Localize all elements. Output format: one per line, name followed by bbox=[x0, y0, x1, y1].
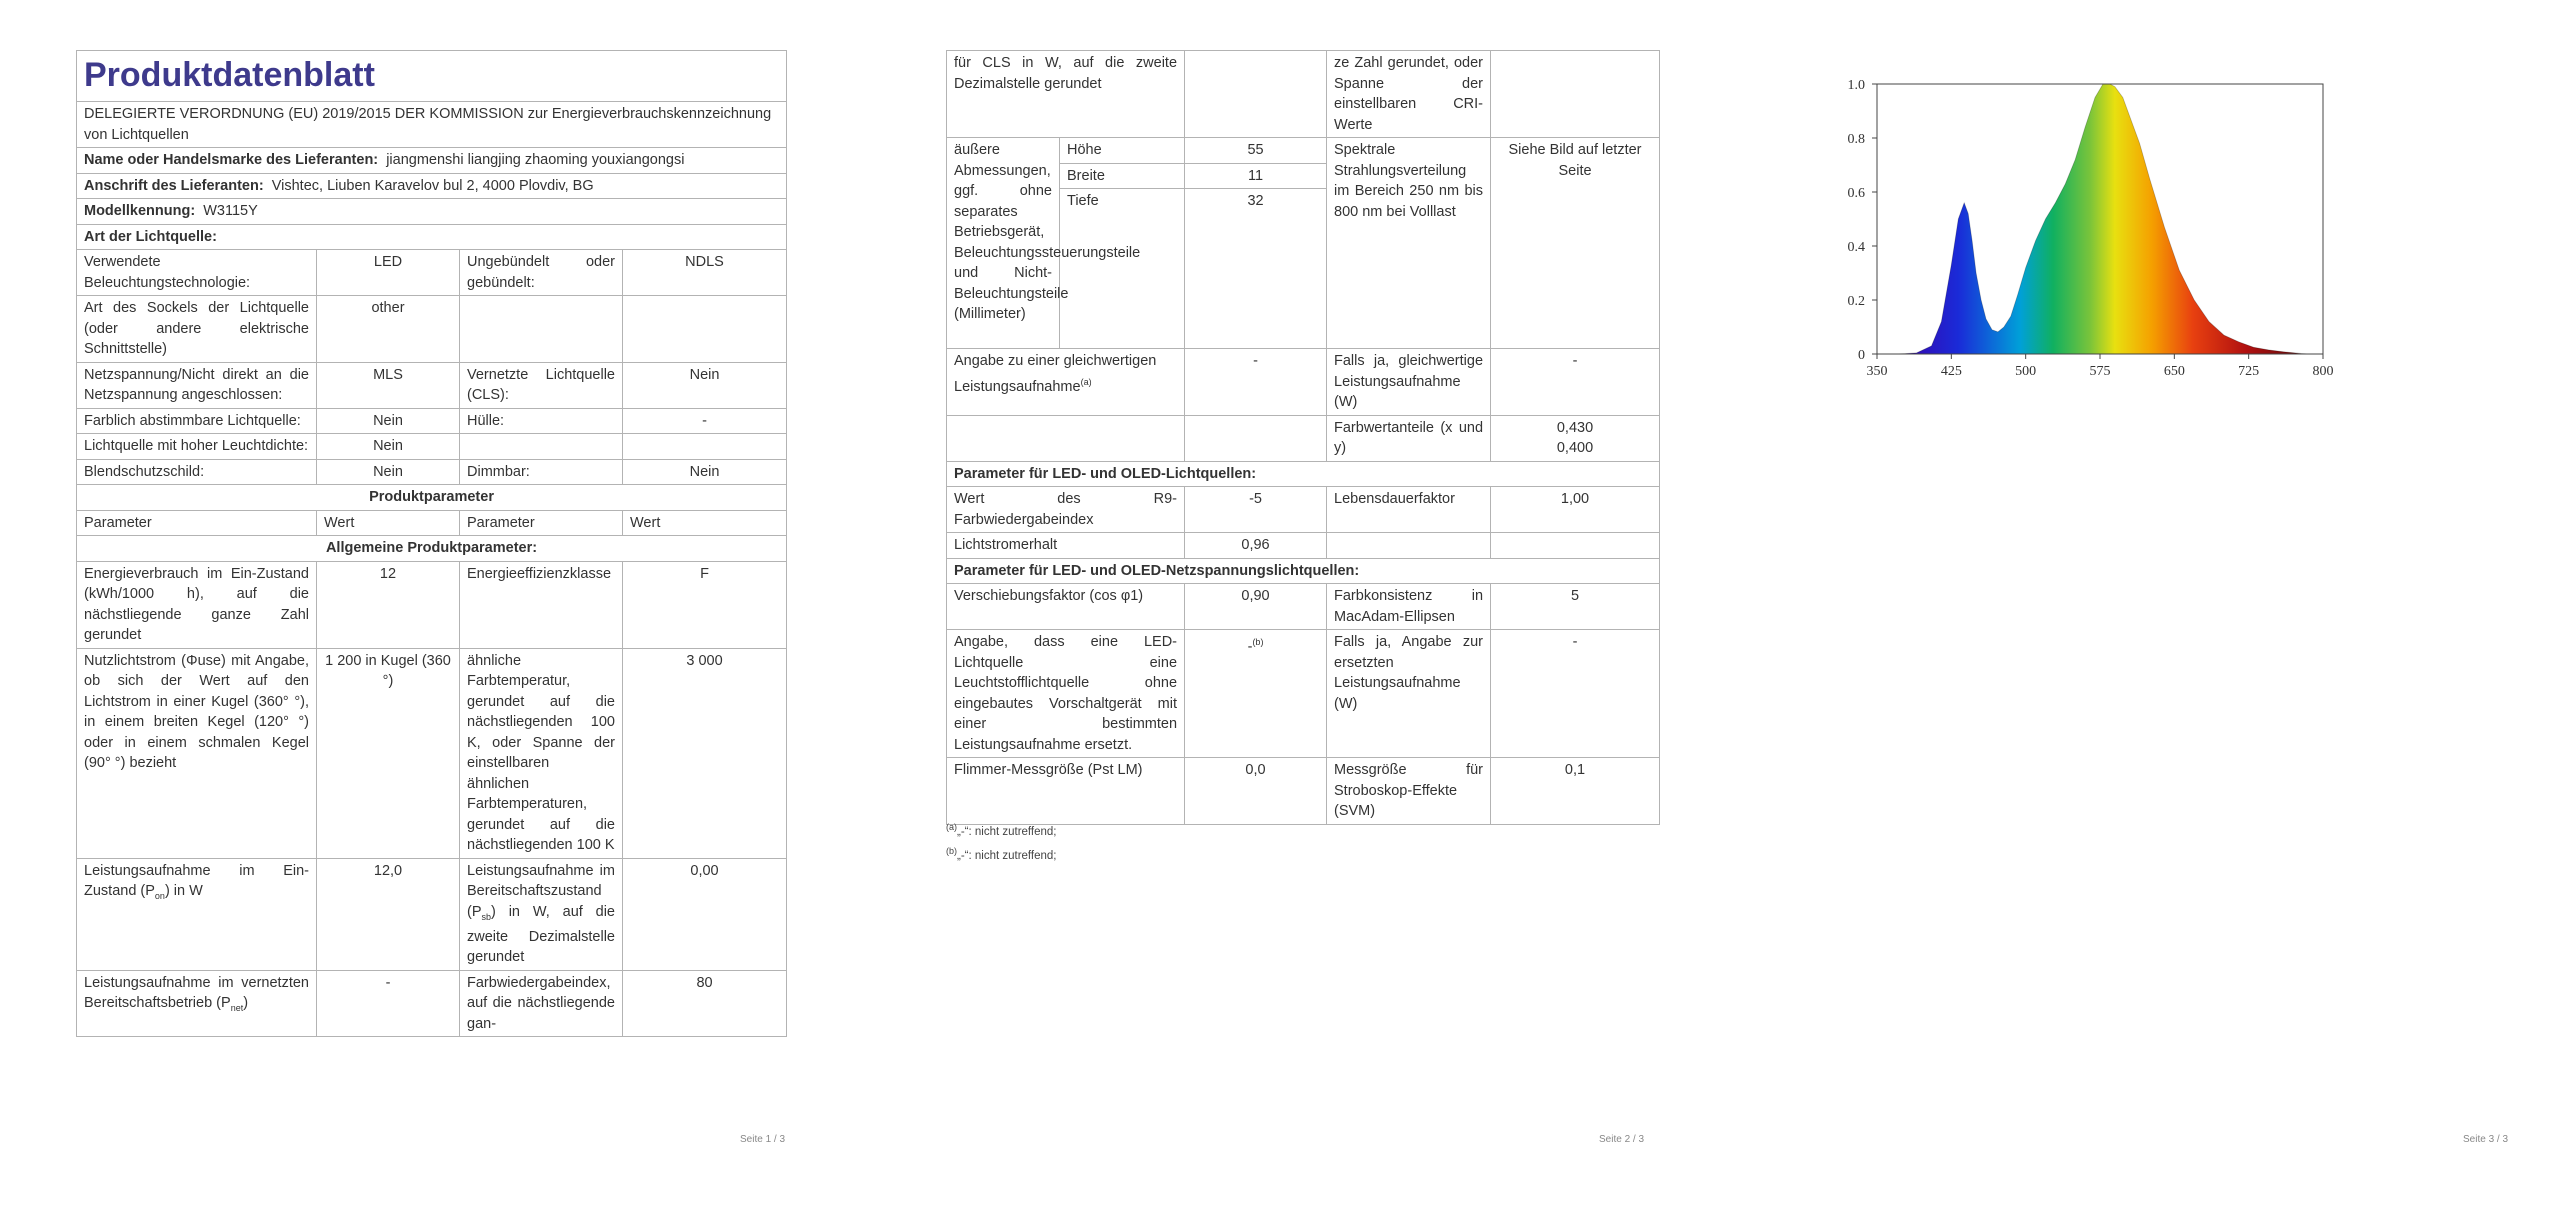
col-header-param: Parameter bbox=[77, 510, 317, 536]
equivalent-power-w-label: Falls ja, gleichwertige Leistungsaufnahme (W) bbox=[1327, 349, 1491, 416]
cri-label-continued: ze Zahl gerundet, oder Spanne der einstellbaren CRI-Werte bbox=[1327, 51, 1491, 138]
dimmable-value: Nein bbox=[623, 459, 787, 485]
tunable-label: Farblich abstimmbare Lichtquelle: bbox=[77, 408, 317, 434]
glare-value: Nein bbox=[317, 459, 460, 485]
y-tick-label: 0.8 bbox=[1847, 132, 1865, 147]
y-tick-label: 0.4 bbox=[1847, 240, 1865, 255]
spd-value: Siehe Bild auf letzter Seite bbox=[1491, 138, 1660, 349]
x-tick-label: 650 bbox=[2163, 364, 2185, 379]
survival-label: Lebensdauerfaktor bbox=[1327, 487, 1491, 533]
pnet-label-continued: für CLS in W, auf die zweite Dezimalstelle gerundet bbox=[947, 51, 1185, 138]
footnote-b: $^{(b)}$„-“: nicht zutreffend; bbox=[946, 846, 1057, 862]
general-params-heading: Allgemeine Produktparameter: bbox=[77, 536, 787, 562]
high-luminance-value: Nein bbox=[317, 434, 460, 460]
depth-label: Tiefe bbox=[1060, 189, 1185, 349]
cct-label: ähnliche Farbtemperatur, gerundet auf die nächstliegenden 100 K, oder Spanne der einstellbaren ähnlichen Farbtemperaturen, gerundet auf die nächstliegenden 100 K bbox=[460, 648, 623, 858]
y-tick-label: 0 bbox=[1858, 348, 1865, 363]
replaced-power-label: Falls ja, Angabe zur ersetzten Leistungsaufnahme (W) bbox=[1327, 630, 1491, 758]
mains-params-heading: Parameter für LED- und OLED-Netzspannungslichtquellen: bbox=[947, 558, 1660, 584]
power-factor-value: 0,90 bbox=[1185, 584, 1327, 630]
supplier-address: Vishtec, Liuben Karavelov bul 2, 4000 Plovdiv, BG bbox=[271, 177, 594, 194]
address-row: Anschrift des Lieferanten: Vishtec, Liuben Karavelov bul 2, 4000 Plovdiv, BG bbox=[77, 173, 787, 199]
equivalent-power-w-value: - bbox=[1491, 349, 1660, 416]
chromaticity-value: 0,430 0,400 bbox=[1491, 415, 1660, 461]
tunable-value: Nein bbox=[317, 408, 460, 434]
page-number-1: Seite 1 / 3 bbox=[740, 1134, 786, 1145]
survival-value: 1,00 bbox=[1491, 487, 1660, 533]
document-title: Produktdatenblatt bbox=[77, 51, 787, 102]
connected-label: Vernetzte Lichtquelle (CLS): bbox=[460, 362, 623, 408]
replacement-label: Angabe, dass eine LED-Lichtquelle eine Leuchtstofflichtquelle ohne eingebautes Vorschaltgerät mit einer bestimmten Leistungsaufnahme ersetzt. bbox=[947, 630, 1185, 758]
x-tick-label: 800 bbox=[2312, 364, 2334, 379]
cri-value: 80 bbox=[623, 970, 787, 1037]
page-number-3: Seite 3 / 3 bbox=[2463, 1134, 2509, 1145]
supplier-name: jiangmenshi liangjing zhaoming youxiangongsi bbox=[386, 152, 685, 168]
flicker-value: 0,0 bbox=[1185, 758, 1327, 825]
energy-label: Energieverbrauch im Ein-Zustand (kWh/1000 h), auf die nächstliegende ganze Zahl gerundet bbox=[77, 561, 317, 648]
y-tick-label: 0.2 bbox=[1847, 294, 1865, 309]
x-tick-label: 500 bbox=[2015, 364, 2037, 379]
envelope-label: Hülle: bbox=[460, 408, 623, 434]
page-number-2: Seite 2 / 3 bbox=[1599, 1134, 1645, 1145]
power-factor-label: Verschiebungsfaktor (cos φ1) bbox=[947, 584, 1185, 630]
cct-value: 3 000 bbox=[623, 648, 787, 858]
flicker-label: Flimmer-Messgröße (Pst LM) bbox=[947, 758, 1185, 825]
model-row: Modellkennung: W3115Y bbox=[77, 199, 787, 225]
col-header-value-2: Wert bbox=[623, 510, 787, 536]
tech-value: LED bbox=[317, 250, 460, 296]
light-source-type-heading: Art der Lichtquelle: bbox=[77, 224, 787, 250]
spd-label: Spektrale Strahlungsverteilung im Bereich 250 nm bis 800 nm bei Volllast bbox=[1327, 138, 1491, 349]
energy-class-value: F bbox=[623, 561, 787, 648]
product-params-table-continued bbox=[946, 50, 1660, 825]
replaced-power-value: - bbox=[1491, 630, 1660, 758]
col-header-param-2: Parameter bbox=[460, 510, 623, 536]
product-params-heading: Produktparameter bbox=[77, 485, 787, 511]
psb-value: 0,00 bbox=[623, 858, 787, 970]
glare-label: Blendschutzschild: bbox=[77, 459, 317, 485]
height-value: 55 bbox=[1185, 138, 1327, 164]
cap-value: other bbox=[317, 296, 460, 363]
equivalent-power-indicator: - bbox=[1185, 349, 1327, 416]
model-id: W3115Y bbox=[203, 203, 258, 219]
r9-label: Wert des R9-Farbwiedergabeindex bbox=[947, 487, 1185, 533]
x-tick-label: 350 bbox=[1866, 364, 1888, 379]
footnote-a: $^{(a)}$„-“: nicht zutreffend; bbox=[946, 822, 1057, 838]
supplier-name-row: Name oder Handelsmarke des Lieferanten: jiangmenshi liangjing zhaoming youxiangongsi bbox=[77, 148, 787, 174]
pon-value: 12,0 bbox=[317, 858, 460, 970]
pnet-value: - bbox=[317, 970, 460, 1037]
y-tick-label: 0.6 bbox=[1847, 186, 1865, 201]
regulation-text: DELEGIERTE VERORDNUNG (EU) 2019/2015 DER KOMMISSION zur Energieverbrauchskennzeichnung von Lichtquellen bbox=[77, 102, 787, 148]
equivalent-power-label: Angabe zu einer gleichwertigen Leistungsaufnahme$^{(a)}$ bbox=[947, 349, 1185, 416]
page-2 bbox=[853, 0, 1706, 1207]
spectral-distribution-chart bbox=[1830, 60, 2350, 390]
connected-value: Nein bbox=[623, 362, 787, 408]
replacement-value: -$^{(b)}$ bbox=[1185, 630, 1327, 758]
chromaticity-label: Farbwertanteile (x und y) bbox=[1327, 415, 1491, 461]
dimmable-label: Dimmbar: bbox=[460, 459, 623, 485]
col-header-value: Wert bbox=[317, 510, 460, 536]
pnet-label: Leistungsaufnahme im vernetzten Bereitschaftsbetrieb $(P_{net})$ bbox=[77, 970, 317, 1037]
flux-label: Nutzlichtstrom (Φuse) mit Angabe, ob sich der Wert auf den Lichtstrom in einer Kugel (360° °), in einem breiten Kegel (120° °) oder in einem schmalen Kegel (90° °) bezieht bbox=[77, 648, 317, 858]
svm-value: 0,1 bbox=[1491, 758, 1660, 825]
width-value: 11 bbox=[1185, 163, 1327, 189]
focused-value: NDLS bbox=[623, 250, 787, 296]
cap-label: Art des Sockels der Lichtquelle (oder andere elektrische Schnittstelle) bbox=[77, 296, 317, 363]
mains-label: Netzspannung/Nicht direkt an die Netzspannung angeschlossen: bbox=[77, 362, 317, 408]
x-tick-label: 425 bbox=[1940, 364, 1962, 379]
energy-class-label: Energieeffizienzklasse bbox=[460, 561, 623, 648]
color-consistency-value: 5 bbox=[1491, 584, 1660, 630]
mains-value: MLS bbox=[317, 362, 460, 408]
height-label: Höhe bbox=[1060, 138, 1185, 164]
depth-value: 32 bbox=[1185, 189, 1327, 349]
high-luminance-label: Lichtquelle mit hoher Leuchtdichte: bbox=[77, 434, 317, 460]
width-label: Breite bbox=[1060, 163, 1185, 189]
psb-label: Leistungsaufnahme im Bereitschaftszustand $(P_{sb})$ in W, auf die zweite Dezimalstelle gerundet bbox=[460, 858, 623, 970]
pon-label: Leistungsaufnahme im Ein-Zustand $(P_{on})$ in W bbox=[77, 858, 317, 970]
dimensions-label: äußere Abmessungen, ggf. ohne separates Betriebsgerät, Beleuchtungssteuerungsteile und Nicht-Beleuchtungsteile (Millimeter) bbox=[947, 138, 1060, 349]
flux-value: 1 200 in Kugel (360 °) bbox=[317, 648, 460, 858]
energy-value: 12 bbox=[317, 561, 460, 648]
led-params-heading: Parameter für LED- und OLED-Lichtquellen: bbox=[947, 461, 1660, 487]
envelope-value: - bbox=[623, 408, 787, 434]
lumen-maintenance-value: 0,96 bbox=[1185, 533, 1327, 559]
cri-label: Farbwiedergabeindex, auf die nächstliegende gan- bbox=[460, 970, 623, 1037]
page-1 bbox=[0, 0, 853, 1207]
product-info-table bbox=[76, 50, 787, 1037]
focused-label: Ungebündelt oder gebündelt: bbox=[460, 250, 623, 296]
svm-label: Messgröße für Stroboskop-Effekte (SVM) bbox=[1327, 758, 1491, 825]
y-tick-label: 1.0 bbox=[1847, 78, 1865, 93]
x-tick-label: 725 bbox=[2238, 364, 2260, 379]
tech-label: Verwendete Beleuchtungstechnologie: bbox=[77, 250, 317, 296]
r9-value: -5 bbox=[1185, 487, 1327, 533]
lumen-maintenance-label: Lichtstromerhalt bbox=[947, 533, 1185, 559]
color-consistency-label: Farbkonsistenz in MacAdam-Ellipsen bbox=[1327, 584, 1491, 630]
x-tick-label: 575 bbox=[2089, 364, 2111, 379]
